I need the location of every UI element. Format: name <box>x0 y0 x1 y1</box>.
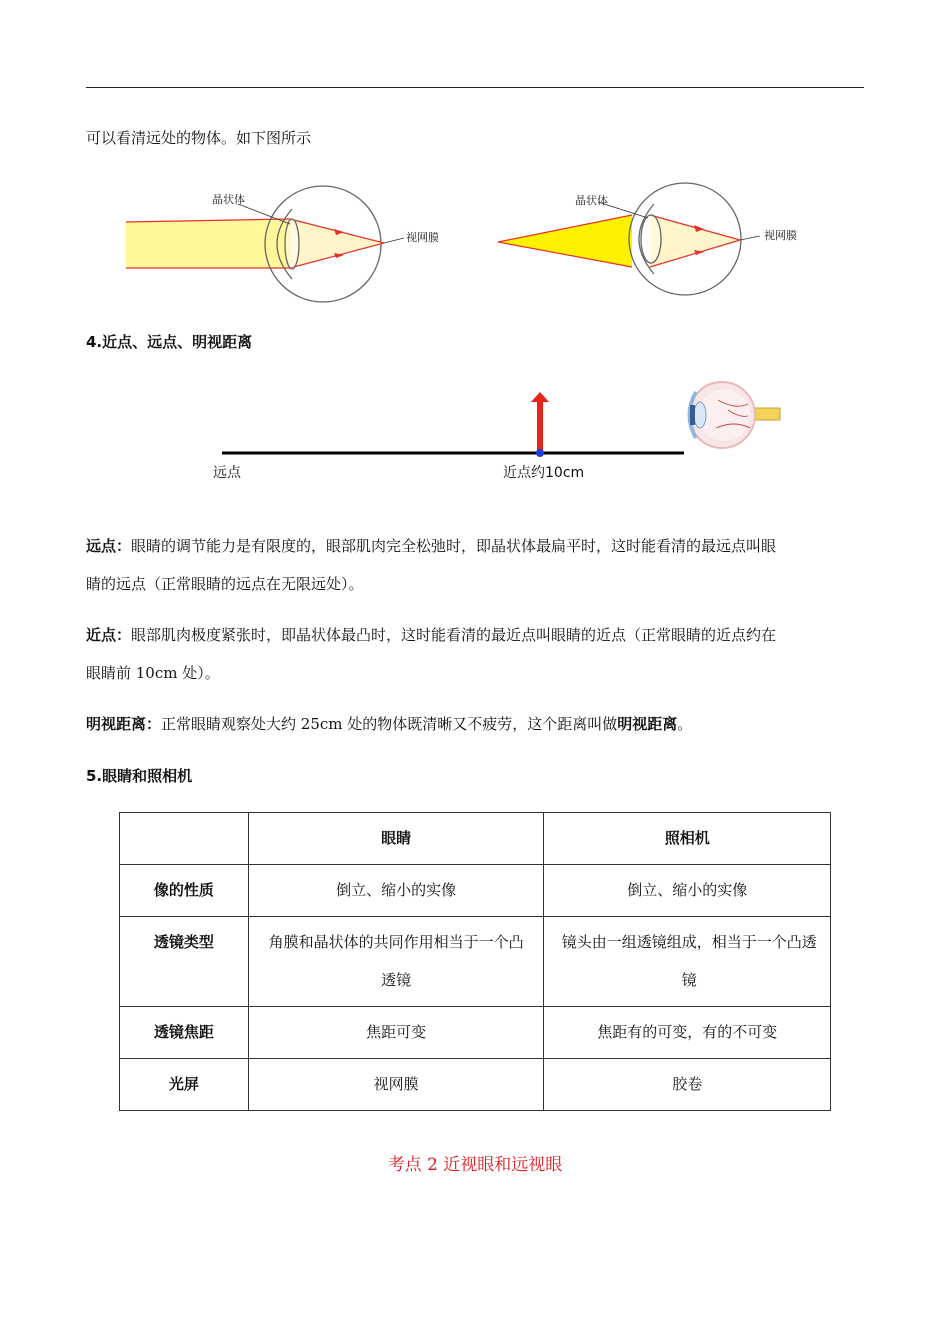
table-header-cell <box>120 813 249 865</box>
clear-vision-end: 。 <box>677 715 693 733</box>
lens-right <box>641 215 661 263</box>
far-point-line1 <box>86 536 776 556</box>
retina-label-left: 视网膜 <box>406 231 439 244</box>
near-point-line1 <box>86 625 776 645</box>
retina-label-right: 视网膜 <box>764 229 797 242</box>
table-cell-eye: 视网膜 <box>248 1059 544 1111</box>
clear-vision-term: 明视距离： <box>86 715 162 733</box>
retina-pointer <box>384 238 404 243</box>
lens <box>285 219 299 269</box>
table-cell-eye: 倒立、缩小的实像 <box>248 865 544 917</box>
lens-label-left: 晶状体 <box>212 193 245 206</box>
far-point-label: 远点 <box>213 465 241 481</box>
far-point-text1: 眼睛的调节能力是有限度的，眼部肌肉完全松弛时，即晶状体最扁平时，这时能看清的最远点叫眼 <box>131 537 777 555</box>
table-row <box>120 865 831 917</box>
eye-focus-diagram <box>0 178 950 318</box>
table-row <box>120 1059 831 1111</box>
table-row <box>120 917 831 1007</box>
table-cell-camera: 胶卷 <box>544 1059 831 1111</box>
eye-far-object <box>126 186 439 302</box>
section4-title: 4.近点、远点、明视距离 <box>86 333 253 351</box>
clear-vision-text: 正常眼睛观察处大约 25cm 处的物体既清晰又不疲劳，这个距离叫做 <box>161 715 618 733</box>
table-row-label: 像的性质 <box>120 865 249 917</box>
near-point-term: 近点： <box>86 626 132 644</box>
eye-near-object <box>498 183 797 295</box>
table-row-label: 光屏 <box>120 1059 249 1111</box>
clear-vision-term2: 明视距离 <box>617 715 678 733</box>
table-header-row <box>120 813 831 865</box>
near-point-line2: 眼睛前 10cm 处）。 <box>86 664 220 682</box>
table-row-label: 透镜焦距 <box>120 1007 249 1059</box>
near-beam <box>498 215 632 267</box>
table-cell-camera: 倒立、缩小的实像 <box>544 865 831 917</box>
intro-line: 可以看清远处的物体。如下图所示 <box>86 129 312 147</box>
near-far-diagram <box>0 380 950 490</box>
table-cell-eye: 角膜和晶状体的共同作用相当于一个凸透镜 <box>248 917 544 1007</box>
eye-illustration-icon <box>689 382 780 448</box>
far-point-line2: 睛的远点（正常眼睛的远点在无限远处）。 <box>86 575 364 593</box>
header-rule <box>86 87 864 88</box>
near-point-dot <box>536 449 544 457</box>
clear-vision-line <box>86 714 692 734</box>
table-row <box>120 1007 831 1059</box>
eye-camera-table <box>119 812 831 1111</box>
converging-cone-right <box>650 215 740 267</box>
table-row-label: 透镜类型 <box>120 917 249 1007</box>
object-arrow-head <box>531 392 549 402</box>
converging-cone <box>290 219 384 268</box>
near-point-label: 近点约10cm <box>503 465 585 481</box>
table-header-cell: 照相机 <box>544 813 831 865</box>
table-cell-camera: 镜头由一组透镜组成，相当于一个凸透镜 <box>544 917 831 1007</box>
table-cell-eye: 焦距可变 <box>248 1007 544 1059</box>
lens-label-right: 晶状体 <box>575 194 608 207</box>
table-cell-camera: 焦距有的可变，有的不可变 <box>544 1007 831 1059</box>
section5-title: 5.眼睛和照相机 <box>86 767 193 785</box>
next-section-title: 考点 2 近视眼和远视眼 <box>387 1155 563 1175</box>
retina-pointer-right <box>740 236 760 240</box>
near-point-text1: 眼部肌肉极度紧张时，即晶状体最凸时，这时能看清的最近点叫眼睛的近点（正常眼睛的近点约在 <box>131 626 777 644</box>
far-point-term: 远点： <box>86 537 132 555</box>
table-header-cell: 眼睛 <box>248 813 544 865</box>
object-arrow-shaft <box>537 402 543 453</box>
